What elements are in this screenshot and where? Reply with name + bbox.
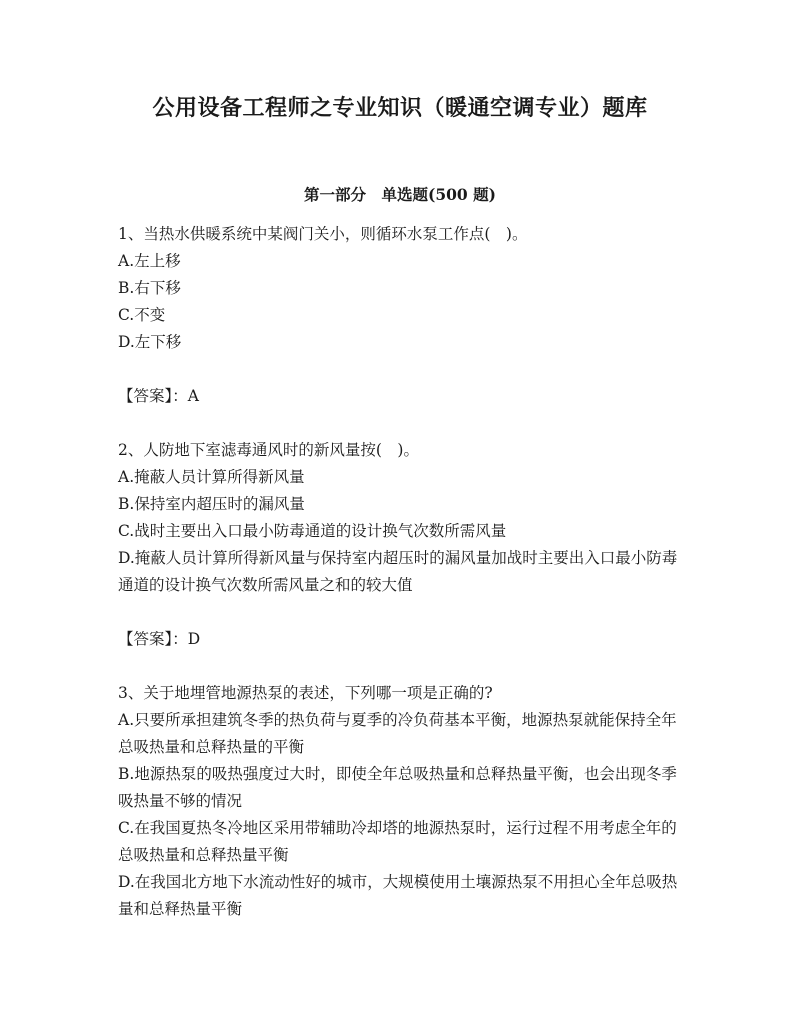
question-1 xyxy=(118,221,678,410)
option-d: D.掩蔽人员计算所得新风量与保持室内超压时的漏风量加战时主要出入口最小防毒通道的设计换气次数所需风量之和的较大值 xyxy=(118,549,678,594)
answer-value: A xyxy=(187,387,199,405)
answer-value: D xyxy=(187,630,201,648)
answer-label: 【答案】： xyxy=(118,387,188,405)
document-title: 公用设备工程师之专业知识（暖通空调专业）题库 xyxy=(152,95,648,121)
question-3 xyxy=(118,680,678,923)
option-b: B.保持室内超压时的漏风量 xyxy=(118,495,305,513)
option-c: C.不变 xyxy=(118,306,166,324)
option-b: B.右下移 xyxy=(118,279,181,297)
section-title: 第一部分 单选题(500 题) xyxy=(304,185,496,204)
question-stem: 2、人防地下室滤毒通风时的新风量按( )。 xyxy=(118,441,419,459)
answer-label: 【答案】： xyxy=(118,630,188,648)
question-stem: 3、关于地埋管地源热泵的表述，下列哪一项是正确的? xyxy=(118,684,493,702)
option-c: C.战时主要出入口最小防毒通道的设计换气次数所需风量 xyxy=(118,522,507,540)
option-b: B.地源热泵的吸热强度过大时，即使全年总吸热量和总释热量平衡，也会出现冬季吸热量不够的情况 xyxy=(118,765,677,810)
option-a: A.左上移 xyxy=(118,252,181,270)
option-d: D.左下移 xyxy=(118,333,182,351)
question-2 xyxy=(118,437,678,653)
question-stem: 1、当热水供暖系统中某阀门关小，则循环水泵工作点( )。 xyxy=(118,225,528,243)
option-c: C.在我国夏热冬冷地区采用带辅助冷却塔的地源热泵时，运行过程不用考虑全年的总吸热量和总释热量平衡 xyxy=(118,819,677,864)
option-d: D.在我国北方地下水流动性好的城市，大规模使用土壤源热泵不用担心全年总吸热量和总释热量平衡 xyxy=(118,873,678,918)
option-a: A.只要所承担建筑冬季的热负荷与夏季的冷负荷基本平衡，地源热泵就能保持全年总吸热量和总释热量的平衡 xyxy=(118,711,677,756)
answer-row xyxy=(118,383,678,410)
question-list xyxy=(118,221,678,923)
option-a: A.掩蔽人员计算所得新风量 xyxy=(118,468,305,486)
answer-row xyxy=(118,626,678,653)
